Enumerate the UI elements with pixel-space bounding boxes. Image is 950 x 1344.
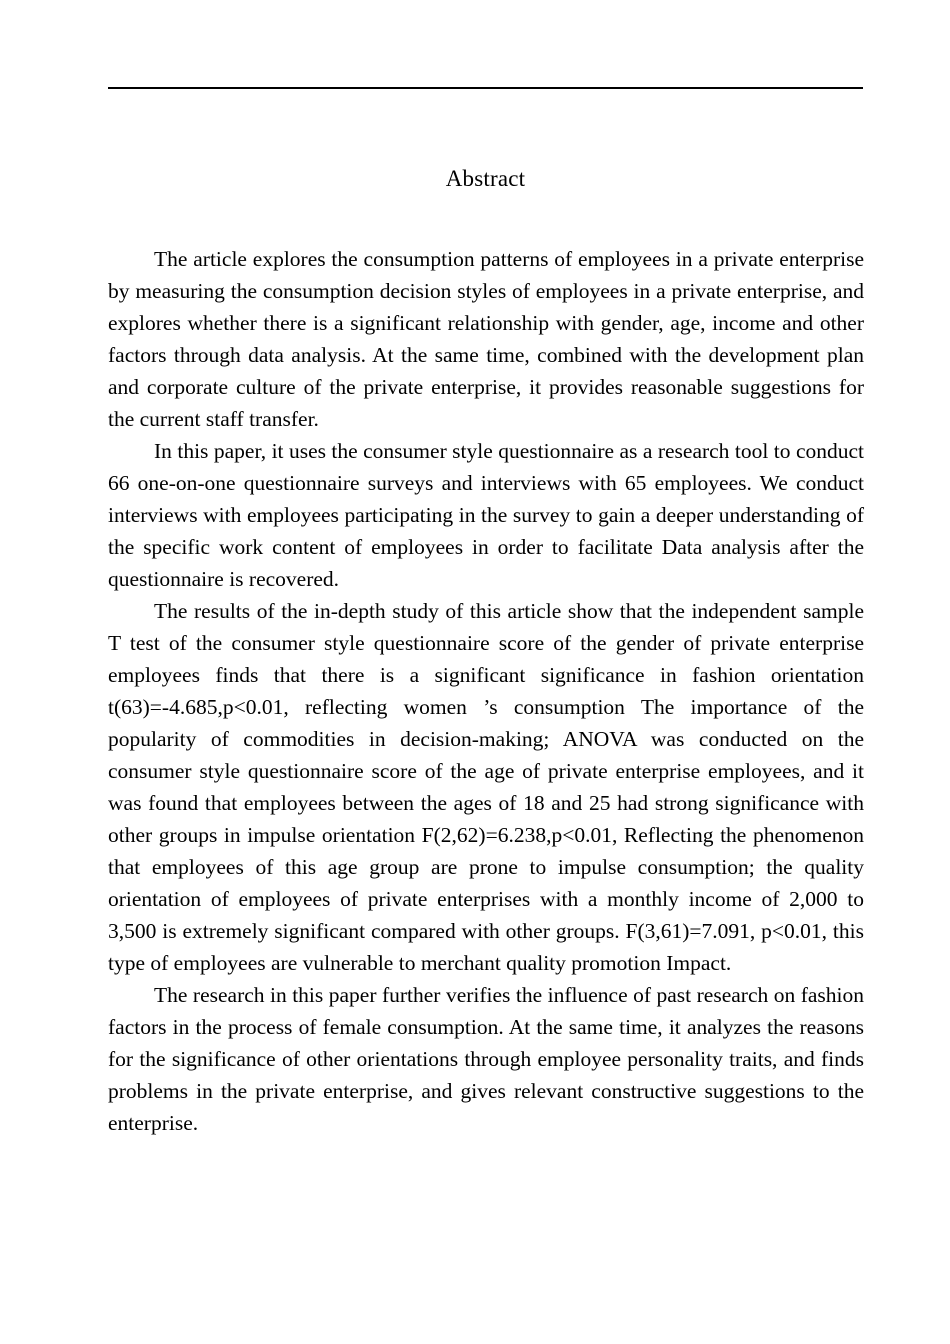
abstract-paragraph-2: In this paper, it uses the consumer style questionnaire as a research tool to conduct 66 one-on-one questionnaire surveys and interviews with 65 employees. We conduct interviews with employees participating in the survey to gain a deeper understanding of the specific work content of employees in order to facilitate Data analysis after the questionnaire is recovered. [108, 439, 864, 591]
page-title: Abstract [445, 166, 526, 191]
abstract-paragraph-3: The results of the in-depth study of this article show that the independent sample T test of the consumer style questionnaire score of the gender of private enterprise employees finds that there is a significant significance in fashion orientation t(63)=-4.685,p<0.01, reflecting women ’s consumption The importance of the popularity of commodities in decision-making; ANOVA was conducted on the consumer style questionnaire score of the age of private enterprise employees, and it was found that employees between the ages of 18 and 25 had strong significance with other groups in impulse orientation F(2,62)=6.238,p<0.01, Reflecting the phenomenon that employees of this age group are prone to impulse consumption; the quality orientation of employees of private enterprises with a monthly income of 2,000 to 3,500 is extremely significant compared with other groups. F(3,61)=7.091, p<0.01, this type of employees are vulnerable to merchant quality promotion Impact. [108, 599, 864, 975]
header-rule-divider [108, 87, 863, 89]
abstract-paragraph-1: The article explores the consumption patterns of employees in a private enterprise by measuring the consumption decision styles of employees in a private enterprise, and explores whether there is a significant relationship with gender, age, income and other factors through data analysis. At the same time, combined with the development plan and corporate culture of the private enterprise, it provides reasonable suggestions for the current staff transfer. [108, 247, 864, 431]
abstract-body [108, 243, 864, 1139]
abstract-paragraph-4: The research in this paper further verifies the influence of past research on fashion factors in the process of female consumption. At the same time, it analyzes the reasons for the significance of other orientations through employee personality traits, and finds problems in the private enterprise, and gives relevant constructive suggestions to the enterprise. [108, 983, 864, 1135]
